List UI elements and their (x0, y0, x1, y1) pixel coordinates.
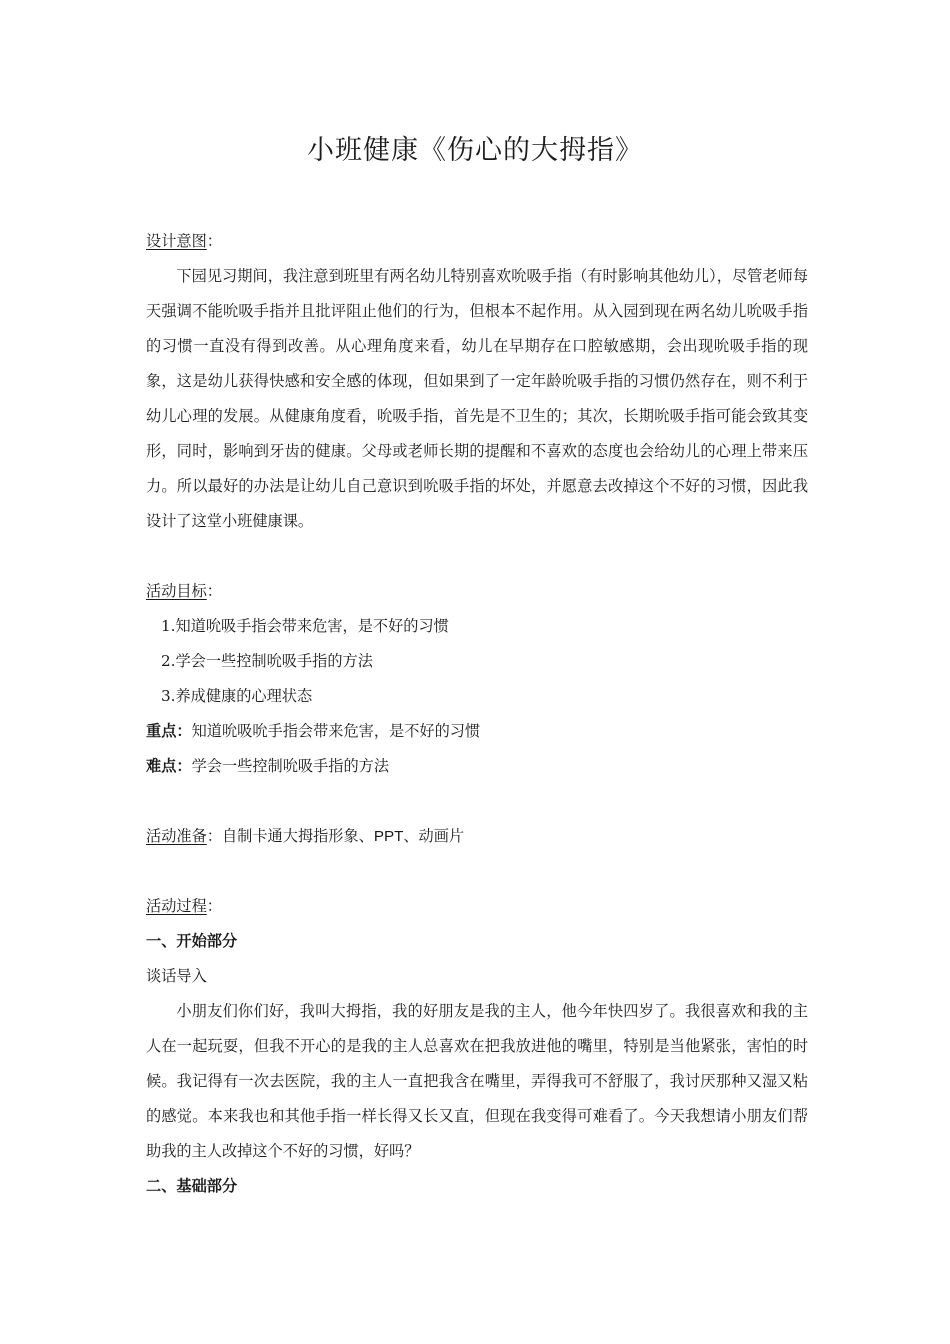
process-label: 活动过程 (146, 897, 207, 915)
document-body (146, 224, 808, 1204)
thumb-speech-paragraph: 小朋友们你们好，我叫大拇指，我的好朋友是我的主人，他今年快四岁了。我很喜欢和我的主人在一起玩耍，但我不开心的是我的主人总喜欢在把我放进他的嘴里，特别是当他紧张，害怕的时候。我记得有一次去医院，我的主人一直把我含在嘴里，弄得我可不舒服了，我讨厌那种又湿又粘的感觉。本来我也和其他手指一样长得又长又直，但现在我变得可难看了。今天我想请小朋友们帮助我的主人改掉这个不好的习惯，好吗？ (146, 1002, 808, 1160)
design-intent-label: 设计意图 (146, 232, 207, 250)
section-start-heading: 一、开始部分 (146, 932, 238, 950)
goal-item: 3.养成健康的心理状态 (161, 687, 313, 705)
goals-label: 活动目标 (146, 582, 207, 600)
preparation-label: 活动准备 (146, 827, 207, 845)
heading-colon: ： (206, 582, 222, 600)
spacer (146, 539, 808, 574)
heading-colon: ： (206, 232, 222, 250)
heading-colon: ： (206, 827, 222, 845)
heading-colon: ： (206, 897, 222, 915)
design-intent-paragraph: 下园见习期间，我注意到班里有两名幼儿特别喜欢吮吸手指（有时影响其他幼儿），尽管老师每天强调不能吮吸手指并且批评阻止他们的行为，但根本不起作用。从入园到现在两名幼儿吮吸手指的习惯一直没有得到改善。从心理角度来看，幼儿在早期存在口腔敏感期，会出现吮吸手指的现象，这是幼儿获得快感和安全感的体现，但如果到了一定年龄吮吸手指的习惯仍然存在，则不利于幼儿心理的发展。从健康角度看，吮吸手指，首先是不卫生的；其次，长期吮吸手指可能会致其变形，同时，影响到牙齿的健康。父母或老师长期的提醒和不喜欢的态度也会给幼儿的心理上带来压力。所以最好的办法是让幼儿自己意识到吮吸手指的坏处，并愿意去改掉这个不好的习惯，因此我设计了这堂小班健康课。 (146, 267, 808, 530)
preparation-ppt: PPT (373, 828, 404, 845)
goal-item: 2.学会一些控制吮吸手指的方法 (161, 652, 373, 670)
goal-item: 1.知道吮吸手指会带来危害，是不好的习惯 (161, 617, 449, 635)
goals-heading (146, 574, 808, 609)
key-point-text: 知道吮吸吮手指会带来危害，是不好的习惯 (191, 722, 481, 740)
document-title: 小班健康《伤心的大拇指》 (307, 135, 643, 166)
section-basic-heading: 二、基础部分 (146, 1177, 238, 1195)
process-heading (146, 889, 808, 924)
preparation-text-tail: 、动画片 (403, 827, 465, 845)
design-intent-heading (146, 224, 808, 259)
key-point (146, 714, 808, 749)
preparation-text: 自制卡通大拇指形象、 (221, 827, 374, 845)
key-point-label: 重点： (146, 722, 192, 740)
difficulty-point (146, 749, 808, 784)
difficulty-text: 学会一些控制吮吸手指的方法 (191, 757, 389, 775)
spacer (146, 854, 808, 889)
difficulty-label: 难点： (146, 757, 192, 775)
preparation (146, 819, 808, 854)
spacer (146, 784, 808, 819)
conversation-intro: 谈话导入 (146, 967, 207, 985)
